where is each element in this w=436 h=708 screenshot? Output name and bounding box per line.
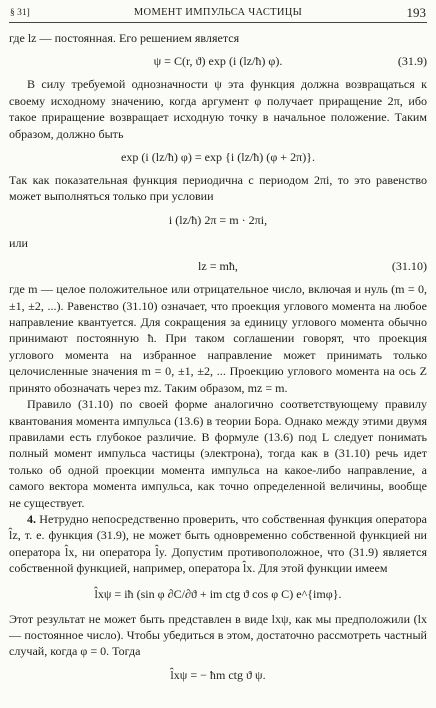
header-rule	[9, 22, 427, 23]
equation	[9, 205, 427, 235]
section-marker: § 31]	[10, 8, 30, 18]
paragraph: или	[9, 235, 28, 250]
equation	[9, 251, 427, 281]
item-number: 4.	[27, 511, 37, 526]
equation	[9, 46, 427, 76]
paragraph: Этот результат не может быть представлен в виде lxψ, как мы предположили (lx — постоянное число). Чтобы убедиться в этом, достаточно рассмотреть частный случай, когда φ = 0. Тогда	[9, 611, 427, 659]
equation-text: i (lz/ħ) 2π = m · 2πi,	[168, 212, 268, 227]
equation-number: (31.9)	[397, 54, 427, 69]
equation-text: l̂xψ = iħ (sin φ ∂C/∂ϑ + im ctg ϑ cos φ C) e^{imφ}.	[94, 586, 342, 601]
equation	[9, 660, 427, 690]
page-number: 193	[406, 5, 426, 20]
paragraph: В силу требуемой однозначности ψ эта функция должна возвращаться к своему исходному значению, когда аргумент φ получает приращение 2π, ибо такое приращение возвращает исходную точку в начальное положение. Таким образом, должно быть	[9, 77, 427, 141]
paragraph-text: Нетрудно непосредственно проверить, что собственная функция оператора l̂z, т. е. функция (31.9), не может быть одновременно собственной функцией ни оператора l̂x, ни оператора l̂y. Допустим противоположное, что (31.9) является собственной функцией, например, оператора l̂x. Для этой функции имеем	[9, 511, 427, 576]
page-body	[9, 30, 427, 690]
equation-text: exp (i (lz/ħ) φ) = exp {i (lz/ħ) (φ + 2π)}.	[121, 150, 315, 165]
equation	[9, 142, 427, 172]
equation-text: lz = mħ,	[198, 259, 238, 274]
equation-number: (31.10)	[391, 259, 427, 274]
equation	[9, 577, 427, 611]
equation-text: l̂xψ = − ħm ctg ϑ ψ.	[170, 667, 266, 682]
equation-text: ψ = C(r, ϑ) exp (i (lz/ħ) φ).	[153, 54, 283, 69]
running-header	[10, 4, 426, 22]
paragraph: Правило (31.10) по своей форме аналогично соответствующему правилу квантования момента импульса (13.6) в теории Бора. Однако между этими двумя правилами есть глубокое различие. В формуле (13.6) под L следует понимать полный момент импульса частицы (электрона), тогда как в (31.10) речь идет только об одной проекции момента импульса на какое-либо направление, а самого вектора момента импульса, как точно определенной величины, вообще не существует.	[9, 397, 427, 510]
paragraph: Так как показательная функция периодична с периодом 2πi, то это равенство может выполняться только при условии	[9, 173, 427, 204]
running-title: МОМЕНТ ИМПУЛЬСА ЧАСТИЦЫ	[133, 7, 303, 18]
paragraph: где lz — постоянная. Его решением является	[9, 31, 240, 45]
paragraph	[9, 511, 427, 577]
paragraph: где m — целое положительное или отрицательное число, включая и нуль (m = 0, ±1, ±2, ...). Равенство (31.10) означает, что проекция углового момента на любое направление квантуется. Для сокращения за единицу углового момента обычно принимают постоянную ħ. При таком соглашении говорят, что проекция углового момента на избранное направление может принимать только целочисленные значения m = 0, ±1, ±2, ... Проекцию углового момента на ось Z принято обозначать через mz. Таким образом, mz = m.	[9, 282, 427, 395]
